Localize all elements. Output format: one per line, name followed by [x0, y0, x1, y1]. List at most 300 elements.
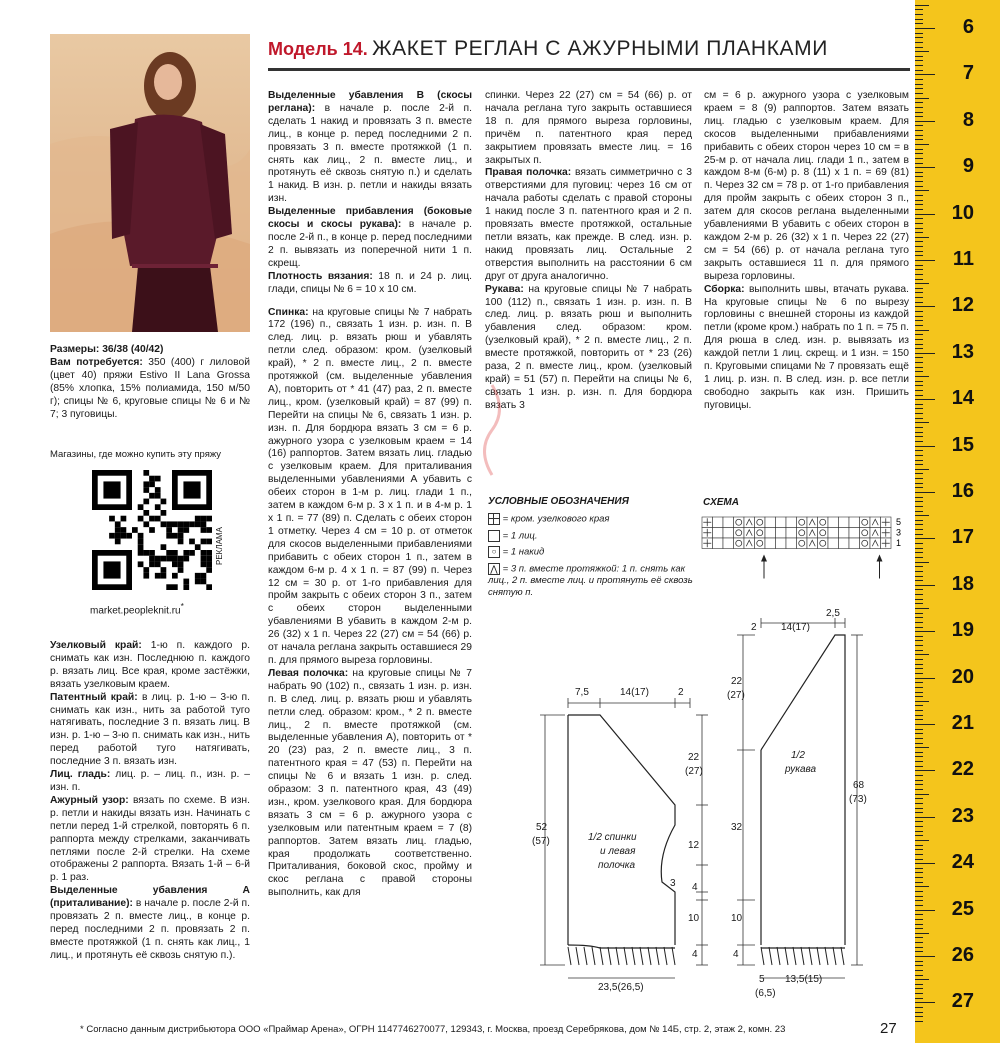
ruler-tick: [915, 673, 923, 674]
ruler-tick: [915, 112, 923, 113]
ruler-tick: [915, 961, 923, 962]
ruler-tick: [915, 872, 923, 873]
ruler-tick: [915, 9, 923, 10]
sleeve-label-2: рукава: [785, 764, 817, 775]
sizes-value: 36/38 (40/42): [102, 344, 164, 355]
ruler-tick: [915, 1007, 923, 1008]
pattern-sleeve: [725, 600, 910, 1020]
ruler-tick: [915, 153, 923, 154]
ruler-tick: [915, 854, 923, 855]
sleeve-dim-top-a: 2: [751, 622, 757, 633]
ruler-label: 15: [951, 433, 974, 456]
ruler-tick: [915, 316, 923, 317]
ruler-tick: [915, 348, 923, 349]
ruler-tick: [915, 1021, 923, 1022]
ruler-tick: [915, 376, 929, 377]
ruler-tick: [915, 19, 923, 20]
ruler-tick: [915, 710, 923, 711]
back-dim-bottom: 23,5(26,5): [598, 982, 644, 993]
p5-text: в начале р. после 2-й п. провязать 2 п. вместе лиц., в конце р. перед последними 2 п. провязать 2 п. вместе протяжкой (1 п. снять как лиц., 1 лиц., и протянуть её сквозь снятую п.).: [50, 898, 250, 961]
yarn-over-icon: ○: [488, 546, 500, 558]
sleeve-dim-bottom-b: 13,5(15): [785, 974, 823, 985]
p4-text: вязать по схеме. В изн. р. петли и накиды вязать изн. Начинать с петли перед 1-й стрелкой, повторять 6 п. раппорта между стрелками, заканчивать петлями после 2-й стрелки. На схеме отображены 2 раппорта. Вязать 1-й – 6-й р. 1 раз.: [50, 794, 250, 884]
ruler-tick: [915, 501, 923, 502]
ruler-tick: [915, 274, 923, 275]
ruler-tick: [915, 79, 923, 80]
p1-text: 1-ю п. каждого р. снимать как изн. Последнюю п. каждого р. вязать лиц. Все края, кроме застёжки, вязать узелковым краем.: [50, 640, 250, 690]
legend-item-3: [488, 546, 698, 559]
ruler-tick: [915, 381, 923, 382]
ruler-tick: [915, 344, 923, 345]
ruler-tick: [915, 190, 929, 191]
ruler-tick: [915, 130, 923, 131]
sleeve-dim-right-1: 68: [853, 780, 865, 791]
legend-item-2: [488, 530, 698, 543]
p3-text: лиц. р. – лиц. п., изн. р. – изн. п.: [50, 769, 250, 793]
ruler-tick: [915, 835, 923, 836]
ruler-tick: [915, 135, 923, 136]
ruler-tick: [915, 330, 929, 331]
ruler-tick: [915, 622, 923, 623]
legend-text-4: = 3 п. вместе протяжкой: 1 п. снять как лиц., 2 п. вместе лиц. и протянуть её сквозь снятую п.: [488, 563, 693, 599]
ruler-tick: [915, 325, 923, 326]
ruler-tick: [915, 246, 923, 247]
ruler-tick: [915, 557, 923, 558]
b2-label: Выделенные прибавления (боковые скосы и скосы рукава):: [268, 206, 472, 231]
ruler-tick: [915, 524, 923, 525]
ruler-label: 14: [951, 387, 974, 410]
ruler-tick: [915, 320, 923, 321]
ruler-tick: [915, 432, 923, 433]
ruler-tick: [915, 905, 923, 906]
ruler-tick: [915, 988, 923, 989]
back-dim-r5: 10: [688, 913, 700, 924]
ruler-tick: [915, 882, 923, 883]
ruler-tick: [915, 664, 923, 665]
ruler-tick: [915, 701, 929, 702]
ruler-tick: [915, 302, 923, 303]
model-photo: [50, 34, 250, 332]
back-label-3: полочка: [598, 860, 636, 871]
ruler-tick: [915, 692, 923, 693]
legend-title: УСЛОВНЫЕ ОБОЗНАЧЕНИЯ: [488, 496, 629, 507]
ruler-tick: [915, 339, 923, 340]
ruler-label: 7: [962, 62, 974, 85]
ruler-tick: [915, 297, 923, 298]
ruler-tick: [915, 951, 923, 952]
b4-text: на круговые спицы № 7 набрать 172 (196) п., связать 1 изн. р. изн. п. В след. лиц. р. вязать рюш и убавлять петли след. образом: кром. (узелковый край), * 2 п. вместе лиц., 2 п. вместе протяжкой (см. выделенные убавления А), повторить от * 41 (47) раз, 2 п. вместе лиц., кром. (узелковый край) = 87 (99) п. Перейти на спицы № 6, связать 1 изн. р. изн. п. Для бордюра вязать 3 см = 6 р. ажурного узора с узелковым краем = 14 (16) раппортов. Затем вязать лиц. гладью с узелковым краем. Для приталивания выделенными убавлениями А убавить с обеих сторон в 1-м р. лиц. глади 1 п., затем в каждом 6-м р. 3 х 1 п. и в 4-м р. 1 х 1 п. = 77 (89) п. Сделать с обеих сторон 1 отметку. Через 4 см = 10 р. от отметок для скосов выделенными прибавлениями прибавить с обеих сторон 1 п., затем в каждом 6-м р. 4 х 1 п. = 87 (99) п. Через 12 см = 30 р. от 1-го прибавления для пройм закрыть с обеих сторон 3 п., затем с обеих сторон выделенными убавлениями В убавить в каждом 2-м р. 26 (32) х 1 п. Через 22 (27) см = 54 (66) р. от начала реглана закрыть оставшиеся 29 п. для прямого выреза горловины.: [268, 306, 472, 666]
ruler-tick: [915, 784, 923, 785]
ruler-tick: [915, 506, 923, 507]
ruler-tick: [915, 306, 935, 307]
sleeve-label-1: 1/2: [791, 750, 805, 761]
ruler-tick: [915, 928, 923, 929]
svg-text:5: 5: [896, 517, 902, 527]
p4-label: Ажурный узор:: [50, 794, 129, 806]
decrease-icon: ⋀: [488, 563, 500, 575]
ruler-tick: [915, 107, 923, 108]
sleeve-dim-bottom-a: 5: [759, 974, 765, 985]
schema-chart: [700, 512, 910, 592]
ruler-tick: [915, 5, 929, 6]
ruler-label: 8: [962, 108, 974, 131]
ruler-tick: [915, 367, 923, 368]
p3-label: Лиц. гладь:: [50, 769, 111, 781]
ruler-tick: [915, 483, 923, 484]
ruler-tick: [915, 28, 935, 29]
legend-text-1: = кром. узелкового края: [502, 513, 610, 525]
b4-label: Спинка:: [268, 306, 309, 318]
back-dim-top-b: 14(17): [620, 687, 649, 698]
ruler-tick: [915, 1012, 923, 1013]
ruler-tick: [915, 659, 923, 660]
ruler-tick: [915, 139, 923, 140]
ruler-tick: [915, 724, 935, 725]
ruler-tick: [915, 668, 923, 669]
ruler-tick: [915, 478, 923, 479]
ruler-tick: [915, 47, 923, 48]
back-dim-r2: 12: [688, 840, 700, 851]
ruler-tick: [915, 311, 923, 312]
ruler-tick: [915, 891, 923, 892]
back-dim-top-c: 2: [678, 687, 684, 698]
footer-note: * Согласно данным дистрибьютора ООО «Праймар Арена», ОГРН 1147746270077, 129343, г. Москва, проезд Серебрякова, дом № 14Б, стр. 2, этаж 2, комн. 23: [80, 1024, 786, 1035]
ruler-tick: [915, 613, 923, 614]
ruler-tick: [915, 209, 923, 210]
ruler-tick: [915, 279, 923, 280]
ruler-tick: [915, 636, 923, 637]
ruler-tick: [915, 585, 935, 586]
ruler-tick: [915, 460, 923, 461]
ruler-tick: [915, 576, 923, 577]
ruler-tick: [915, 70, 923, 71]
ruler-tick: [915, 436, 923, 437]
ruler-tick: [915, 228, 923, 229]
sleeve-dim-l4: 4: [733, 949, 739, 960]
d1-text: см = 6 р. ажурного узора с узелковым краем = 8 (9) раппортов. Затем вязать лиц. гладью с узелковым краем. Для скосов выделенными прибавлениями прибавить с обеих сторон через 10 см = в 25-м р. от начала лиц. глади 1 п., затем в каждом 8-м (6-м) р. 8 (11) х 1 п. = 69 (81) п. Через 32 см = 78 р. от 1-го прибавления для пройм закрыть с обеих сторон 3 п., затем для скосов реглана выделенными убавлениями В убавить с обеих сторон в каждом 2-м р. 26 (32) х 1 п. Через 22 (27) см = 54 (66) р. от начала реглана туго закрыть оставшиеся 11 п. для прямого выреза горловины.: [704, 90, 909, 282]
ruler-tick: [915, 357, 923, 358]
ruler-tick: [915, 265, 923, 266]
ruler-tick: [915, 715, 923, 716]
sleeve-dim-top-c: 2,5: [826, 608, 840, 619]
p2-text: в лиц. р. 1-ю – 3-ю п. снимать как изн., нить за работой туго натягивать, последние 3 п. вязать лиц. В изн. р. 1-ю – 3-ю п. снимать как изн., нить перед работой туго натягивать, последние 3 п. вязать изн.: [50, 691, 250, 768]
ruler-tick: [915, 538, 935, 539]
ruler-tick: [915, 520, 923, 521]
ruler-tick: [915, 255, 923, 256]
sleeve-dim-l1b: (27): [727, 690, 745, 701]
ruler-label: 12: [951, 294, 974, 317]
ruler-label: 18: [951, 572, 974, 595]
c2-text: вязать симметрично с 3 отверстиями для пуговиц: через 16 см от начала работы сделать с правой стороны 1 накид после 3 п. патентного края и 2 п. провязать вместе протяжкой, остальные петли вязать, как прежде. В след. изн. р. накид провязать лиц. Остальные 2 отверстия выполнить на расстоянии 6 см друг от друга аналогично.: [485, 167, 692, 282]
ruler-tick: [915, 566, 923, 567]
ruler-label: 22: [951, 758, 974, 781]
ruler-tick: [915, 770, 935, 771]
page-title: [268, 37, 908, 69]
ruler-tick: [915, 937, 923, 938]
shops-text: Магазины, где можно купить эту пряжу: [50, 449, 222, 460]
ruler-tick: [915, 650, 923, 651]
ruler-tick: [915, 738, 923, 739]
title-underline: [268, 68, 910, 71]
ruler-tick: [915, 933, 929, 934]
ruler-label: 6: [962, 16, 974, 38]
ruler-tick: [915, 232, 923, 233]
b1-text: в начале р. после 2-й п. сделать 1 накид и провязать 3 п. вместе лиц., в конце р. перед последними 2 п. провязать 3 п. вместе протяжкой (1 п. снять как лиц., 2 п. вместе лиц., и протянуть её сквозь снятую п.) и сделать 1 накид. В изн. р. петли и накиды вязать изн.: [268, 102, 472, 205]
edge-stitch-icon: [488, 513, 500, 525]
ruler-tick: [915, 599, 923, 600]
ruler-tick: [915, 404, 923, 405]
ruler-label: 26: [951, 944, 974, 966]
c1-text: спинки. Через 22 (27) см = 54 (66) р. от начала реглана туго закрыть оставшиеся 18 п. для прямого выреза горловины, причём п. патентного края перед закрытием провязать вместе лиц. = 16 закрытых п.: [485, 90, 692, 166]
ruler-tick: [915, 798, 923, 799]
ruler-tick: [915, 51, 929, 52]
legend-text-3: = 1 накид: [502, 546, 545, 558]
ruler-tick: [915, 1016, 923, 1017]
ruler-tick: [915, 422, 929, 423]
back-dim-r6: 4: [692, 949, 698, 960]
ruler-tick: [915, 743, 923, 744]
sizes-label: Размеры:: [50, 344, 100, 355]
ruler-tick: [915, 42, 923, 43]
watermark-stamp: [472, 380, 512, 480]
ruler-tick: [915, 627, 923, 628]
ruler-label: 16: [951, 480, 974, 502]
ruler-tick: [915, 631, 935, 632]
ruler-tick: [915, 23, 923, 24]
ruler-tick: [915, 562, 929, 563]
ruler-tick: [915, 831, 923, 832]
ruler-tick: [915, 1002, 935, 1003]
ruler-tick: [915, 747, 929, 748]
ruler-tick: [915, 218, 923, 219]
ruler-tick: [915, 200, 923, 201]
column-2: [268, 90, 472, 900]
ruler-tick: [915, 571, 923, 572]
ruler-tick: [915, 729, 923, 730]
ruler-tick: [915, 803, 923, 804]
ruler-label: 19: [951, 619, 974, 642]
ruler-tick: [915, 441, 923, 442]
legend-item-4: [488, 563, 698, 600]
legend: [488, 496, 698, 599]
ruler-tick: [915, 859, 923, 860]
d2-text: выполнить швы, втачать рукава. На круговые спицы № 6 по вырезу горловины с внешней стороны из каждой петли (кроме кром.) набрать по 1 п. = 75 п. Для рюша в след. изн. р. вывязать из каждой петли 1 лиц. скрещ. и 1 изн. = 150 п. Круговыми спицами № 7 провязать ещё 1 лиц. р. изн. п. В след. изн. р. все петли свободно закрыть как изн. Пришить пуговицы.: [704, 283, 909, 411]
b5-label: Левая полочка:: [268, 667, 349, 679]
ruler-tick: [915, 60, 923, 61]
ruler-tick: [915, 910, 935, 911]
ruler-tick: [915, 868, 923, 869]
ruler-tick: [915, 589, 923, 590]
ruler-tick: [915, 877, 923, 878]
ruler-tick: [915, 93, 923, 94]
ruler-tick: [915, 594, 923, 595]
ruler-label: 9: [962, 155, 974, 178]
ruler-tick: [915, 385, 923, 386]
ruler-tick: [915, 678, 935, 679]
sleeve-dim-l1: 22: [731, 676, 743, 687]
ruler-tick: [915, 455, 923, 456]
ruler-tick: [915, 682, 923, 683]
ruler-tick: [915, 237, 929, 238]
ruler-tick: [915, 687, 923, 688]
ruler-tick: [915, 863, 935, 864]
ruler-tick: [915, 37, 923, 38]
ruler-tick: [915, 446, 935, 447]
measuring-tape: [915, 0, 1000, 1043]
ruler-tick: [915, 984, 923, 985]
ruler-tick: [915, 603, 923, 604]
ruler-tick: [915, 413, 923, 414]
ruler-label: 20: [951, 665, 974, 688]
b5-text: на круговые спицы № 7 набрать 90 (102) п., связать 1 изн. р. изн. п. В след. лиц. р. вязать рюш и убавлять петли след. образом: кром., * 2 п. вместе лиц., 2 п. вместе протяжкой (см. выделенные убавления А), повторить от * 20 (23) раз, 2 п. вместе лиц., 3 п. патентного края = 47 (53) п. Перейти на спицы № 6 и вязать 1 изн. р. след. образом: 3 п. патентного края, 43 (49) изн., кром. узелкового края. Для бордюра вязать 3 см = 6 р. ажурного узора с узелковым или патентным краем = 7 (8) раппортов. Затем вязать лиц. гладью, края продолжать соответственно. Приталивания, боковой скос, пройму и скос реглана с правой стороны выполнить, как для: [268, 667, 472, 899]
ruler-label: 27: [951, 990, 974, 1013]
ruler-tick: [915, 580, 923, 581]
back-dim-left-1: 52: [536, 822, 548, 833]
ruler-tick: [915, 640, 923, 641]
back-label-1: 1/2 спинки: [588, 832, 637, 843]
p5-label: Выделенные убавления А (приталивание):: [50, 885, 250, 910]
market-link[interactable]: market.peopleknit.ru*: [90, 601, 184, 617]
back-dim-r3: 3: [670, 878, 676, 889]
ruler-tick: [915, 900, 923, 901]
b3-label: Плотность вязания:: [268, 270, 373, 282]
ruler-tick: [915, 775, 923, 776]
ruler-tick: [915, 487, 923, 488]
b2-text: в начале р. после 2-й п., в конце р. перед последними 2 п. вывязать из поперечной нити 1 п. скрещ.: [268, 219, 472, 269]
ruler-tick: [915, 181, 923, 182]
schema-title: СХЕМА: [703, 497, 739, 508]
needs-label: Вам потребуется:: [50, 356, 143, 368]
ruler-tick: [915, 395, 923, 396]
ruler-tick: [915, 896, 923, 897]
ruler-tick: [915, 534, 923, 535]
legend-item-1: [488, 513, 698, 526]
ruler-tick: [915, 158, 923, 159]
ruler-tick: [915, 195, 923, 196]
ruler-tick: [915, 511, 923, 512]
sleeve-dim-top-b: 14(17): [781, 622, 810, 633]
ruler-tick: [915, 163, 923, 164]
ruler-tick: [915, 705, 923, 706]
ruler-tick: [915, 789, 923, 790]
ruler-tick: [915, 975, 923, 976]
ruler-tick: [915, 812, 923, 813]
ruler-tick: [915, 464, 923, 465]
ruler-tick: [915, 186, 923, 187]
back-dim-r4: 4: [692, 882, 698, 893]
ruler-tick: [915, 260, 935, 261]
b1-label: Выделенные убавления В (скосы реглана):: [268, 90, 472, 114]
ruler-tick: [915, 696, 923, 697]
ruler-tick: [915, 766, 923, 767]
back-label-2: и левая: [600, 846, 636, 857]
ruler-tick: [915, 733, 923, 734]
ruler-tick: [915, 970, 923, 971]
ruler-tick: [915, 543, 923, 544]
ruler-tick: [915, 362, 923, 363]
ruler-tick: [915, 292, 923, 293]
ruler-tick: [915, 167, 935, 168]
c3-text: на круговые спицы № 7 набрать 100 (112) п., связать 1 изн. р. изн. п. В след. лиц. р. вязать рюш и выполнить убавления след. образом: кром. (узелковый край), * 2 п. вместе лиц., 2 п. вместе протяжкой, повторить от * 23 (26) раза, 2 п. вместе лиц., кром. (узелковый край) = 51 (57) п. Перейти на спицы № 6, связать 1 изн. р. изн. п. Для бордюра вязать 3: [485, 283, 692, 411]
ruler-tick: [915, 942, 923, 943]
ruler-tick: [915, 849, 923, 850]
legend-text-2: = 1 лиц.: [502, 530, 538, 542]
ruler-tick: [915, 172, 923, 173]
ruler-tick: [915, 149, 923, 150]
ruler-tick: [915, 552, 923, 553]
ruler-tick: [915, 761, 923, 762]
ruler-tick: [915, 241, 923, 242]
back-dim-top-a: 7,5: [575, 687, 589, 698]
ruler-tick: [915, 998, 923, 999]
ruler-label: 10: [951, 201, 974, 224]
materials-block: [50, 344, 250, 421]
ruler-tick: [915, 223, 923, 224]
column-3: [485, 90, 692, 413]
ruler-tick: [915, 204, 923, 205]
ruler-tick: [915, 515, 929, 516]
ruler-tick: [915, 14, 923, 15]
svg-text:3: 3: [896, 527, 902, 538]
back-dim-left-2: (57): [532, 836, 550, 847]
ruler-tick: [915, 979, 929, 980]
ruler-tick: [915, 371, 923, 372]
b3-text: 18 п. и 24 р. лиц. глади, спицы № 6 = 10 х 10 см.: [268, 270, 472, 295]
ruler-tick: [915, 914, 923, 915]
ruler-tick: [915, 33, 923, 34]
ruler-tick: [915, 408, 923, 409]
ruler-tick: [915, 450, 923, 451]
ruler-tick: [915, 919, 923, 920]
ruler-tick: [915, 529, 923, 530]
ruler-tick: [915, 214, 935, 215]
qr-code-icon[interactable]: [92, 470, 212, 590]
p2-label: Патентный край:: [50, 691, 138, 703]
sleeve-dim-right-2: (73): [849, 794, 867, 805]
needs-text: 350 (400) г лиловой (цвет 40) пряжи Estivo II Lana Grossa (85% хлопка, 15% полиамида, 150 м/50 г); спицы № 6, круговые спицы № 6 и № 7; 3 пуговицы.: [50, 356, 250, 420]
model-name: ЖАКЕТ РЕГЛАН С АЖУРНЫМИ ПЛАНКАМИ: [372, 37, 828, 60]
ruler-label: 11: [952, 248, 974, 270]
market-link-text: market.peopleknit.ru: [90, 605, 181, 617]
ruler-tick: [915, 947, 923, 948]
techniques-block: [50, 640, 250, 963]
ruler-label: 23: [951, 804, 974, 827]
ruler-tick: [915, 65, 923, 66]
ruler-tick: [915, 845, 923, 846]
ruler-tick: [915, 390, 923, 391]
ruler-tick: [915, 121, 935, 122]
ruler-tick: [915, 334, 923, 335]
ruler-tick: [915, 617, 923, 618]
ruler-tick: [915, 269, 923, 270]
ruler-tick: [915, 965, 923, 966]
ruler-tick: [915, 780, 923, 781]
ruler-tick: [915, 756, 923, 757]
ruler-label: 24: [951, 851, 974, 874]
ruler-tick: [915, 469, 929, 470]
ruler-tick: [915, 251, 923, 252]
ruler-tick: [915, 497, 923, 498]
ruler-tick: [915, 993, 923, 994]
ruler-tick: [915, 956, 935, 957]
ruler-tick: [915, 817, 935, 818]
ruler-tick: [915, 427, 923, 428]
pattern-back: [530, 600, 720, 1020]
ruler-tick: [915, 886, 929, 887]
ruler-tick: [915, 98, 929, 99]
ruler-tick: [915, 288, 923, 289]
sleeve-dim-bottom-a2: (6,5): [755, 988, 776, 999]
